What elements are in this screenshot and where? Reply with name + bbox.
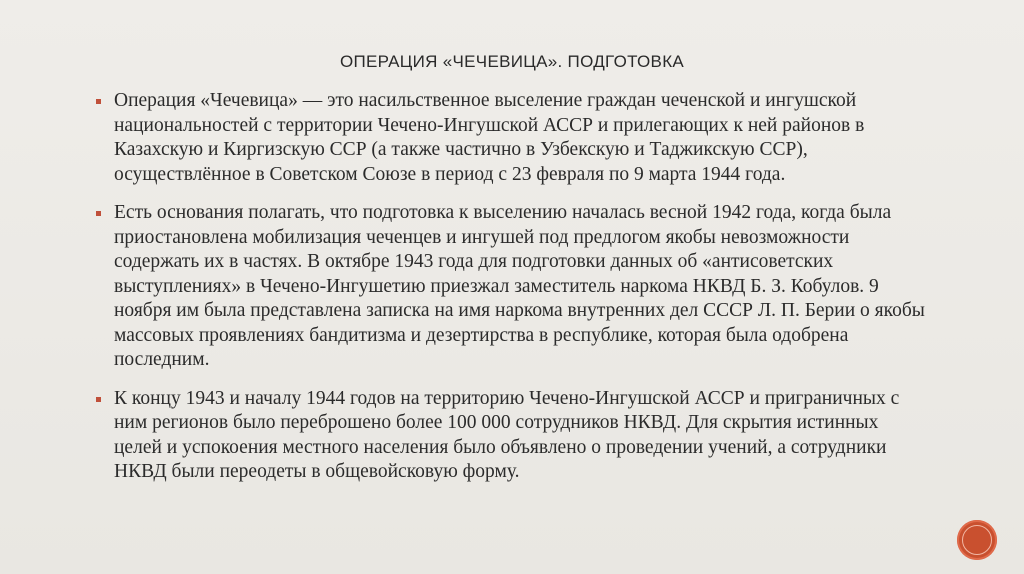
bullet-square-icon bbox=[96, 211, 101, 216]
slide-badge-ring-icon bbox=[962, 525, 992, 555]
bullet-text: Есть основания полагать, что подготовка к выселению началась весной 1942 года, когда была приостановлена мобилизация чеченцев и ингушей под предлогом якобы невозможности содержать их в частях. В октябре 1943 года для подготовки данных об «антисоветских выступлениях» в Чечено-Ингушетию приезжал заместитель наркома НКВД Б. З. Кобулов. 9 ноября им была представлена записка на имя наркома внутренних дел СССР Л. П. Берии о якобы массовых проявлениях бандитизма и дезертирства в республике, которая была одобрена последним. bbox=[114, 202, 925, 370]
bullet-list bbox=[96, 89, 926, 499]
bullet-text: К концу 1943 и началу 1944 годов на территорию Чечено-Ингушской АССР и приграничных с ним регионов было переброшено более 100 000 сотрудников НКВД. Для скрытия истинных целей и успокоения местного населения было объявлено о проведении учений, а сотрудники НКВД были переодеты в общевойсковую форму. bbox=[114, 387, 900, 482]
bullet-text: Операция «Чечевица» — это насильственное выселение граждан чеченской и ингушской национальностей с территории Чечено-Ингушской АССР и прилегающих к ней районов в Казахскую и Киргизскую ССР (а также частично в Узбекскую и Таджикскую ССР), осуществлённое в Советском Союзе в период с 23 февраля по 9 марта 1944 года. bbox=[114, 90, 865, 185]
slide-title: ОПЕРАЦИЯ «ЧЕЧЕВИЦА». ПОДГОТОВКА bbox=[339, 52, 685, 71]
bullet-item bbox=[96, 387, 926, 485]
bullet-square-icon bbox=[96, 397, 101, 402]
bullet-square-icon bbox=[96, 99, 101, 104]
bullet-item bbox=[96, 89, 926, 187]
bullet-item bbox=[96, 201, 926, 373]
